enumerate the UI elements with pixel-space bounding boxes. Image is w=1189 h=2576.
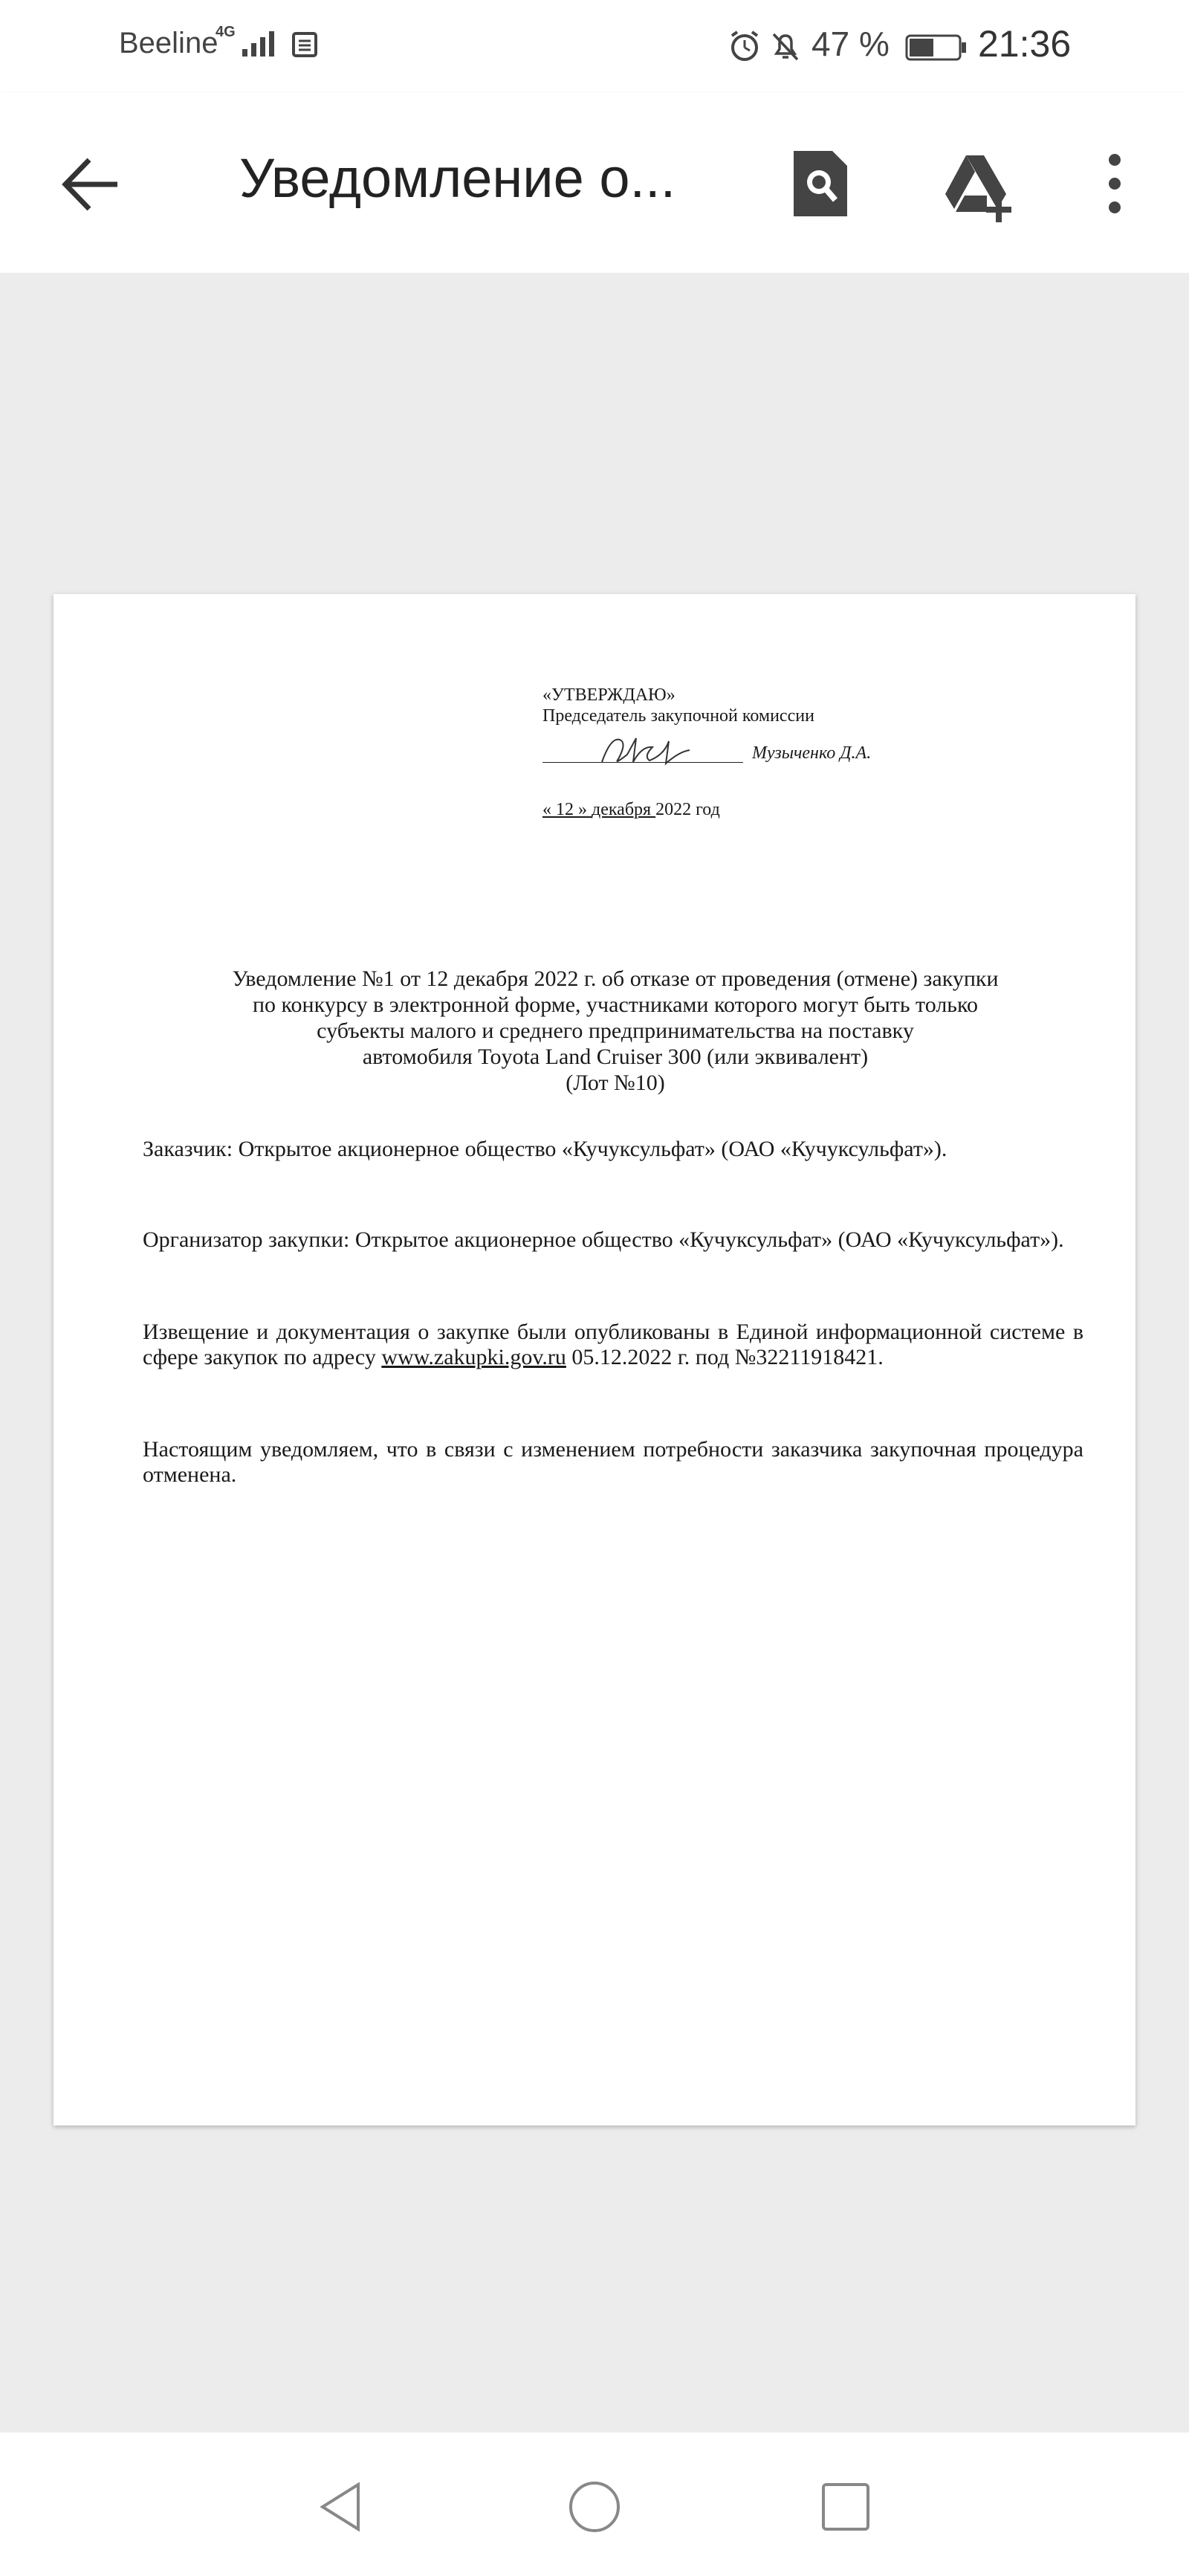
app-bar [0, 93, 1189, 273]
network-type-label: 4G [216, 24, 236, 40]
document-viewer[interactable] [0, 273, 1189, 2433]
nav-back-icon[interactable] [312, 2477, 372, 2537]
navigation-bar [0, 2433, 1189, 2576]
nav-recents-icon[interactable] [817, 2479, 874, 2535]
find-in-page-icon[interactable] [786, 146, 853, 221]
nav-home-icon[interactable] [565, 2477, 624, 2537]
carrier-label: Beeline [119, 27, 218, 59]
google-drive-add-icon[interactable] [938, 149, 1020, 224]
signer-name: Музыченко Д.А. [752, 743, 872, 763]
sim-card-icon [291, 31, 318, 58]
conclusion-paragraph: Настоящим уведомляем, что в связи с изменением потребности заказчика закупочная процедура отменена. [143, 1437, 1083, 1487]
document-title: Уведомление о... [239, 147, 676, 209]
heading-line: по конкурсу в электронной форме, участниками которого могут быть только [252, 992, 979, 1017]
publication-text: Извещение и документация о закупке были опубликованы в Единой информационной системе в сфере закупок по адресу [143, 1320, 1083, 1369]
organizer-paragraph: Организатор закупки: Открытое акционерное общество «Кучуксульфат» (ОАО «Кучуксульфат»). [143, 1227, 1064, 1252]
document-page [54, 594, 1135, 2125]
approval-title: «УТВЕРЖДАЮ» [542, 685, 676, 705]
battery-percent: 47 % [811, 25, 890, 63]
notice-heading [140, 966, 1091, 1096]
do-not-disturb-icon [769, 30, 802, 62]
approval-role: Председатель закупочной комиссии [542, 706, 814, 726]
clock: 21:36 [978, 23, 1072, 65]
signal-icon [239, 28, 284, 58]
date-month: декабря [592, 800, 656, 819]
zakupki-link[interactable]: www.zakupki.gov.ru [381, 1345, 566, 1369]
alarm-icon [728, 30, 761, 62]
publication-number: 05.12.2022 г. под №32211918421. [566, 1345, 884, 1369]
more-vert-icon[interactable] [1092, 146, 1137, 221]
battery-icon [905, 34, 969, 61]
approval-date [542, 799, 959, 820]
status-bar [0, 0, 1189, 93]
date-open-quote: « [542, 800, 551, 819]
heading-line: (Лот №10) [566, 1071, 665, 1095]
heading-line: Уведомление №1 от 12 декабря 2022 г. об отказе от проведения (отмене) закупки [232, 966, 999, 991]
date-day: 12 [551, 800, 578, 819]
back-arrow-icon[interactable] [58, 151, 125, 218]
customer-paragraph: Заказчик: Открытое акционерное общество «Кучуксульфат» (ОАО «Кучуксульфат»). [143, 1137, 947, 1161]
heading-line: субъекты малого и среднего предпринимательства на поставку [317, 1019, 914, 1043]
date-close-quote: » [578, 800, 592, 819]
date-year: 2022 год [655, 800, 720, 819]
publication-paragraph [143, 1320, 1083, 1370]
handwritten-signature [597, 732, 694, 769]
heading-line: автомобиля Toyota Land Cruiser 300 (или эквивалент) [362, 1045, 869, 1069]
signature-line [542, 734, 959, 772]
approval-block [542, 685, 959, 820]
